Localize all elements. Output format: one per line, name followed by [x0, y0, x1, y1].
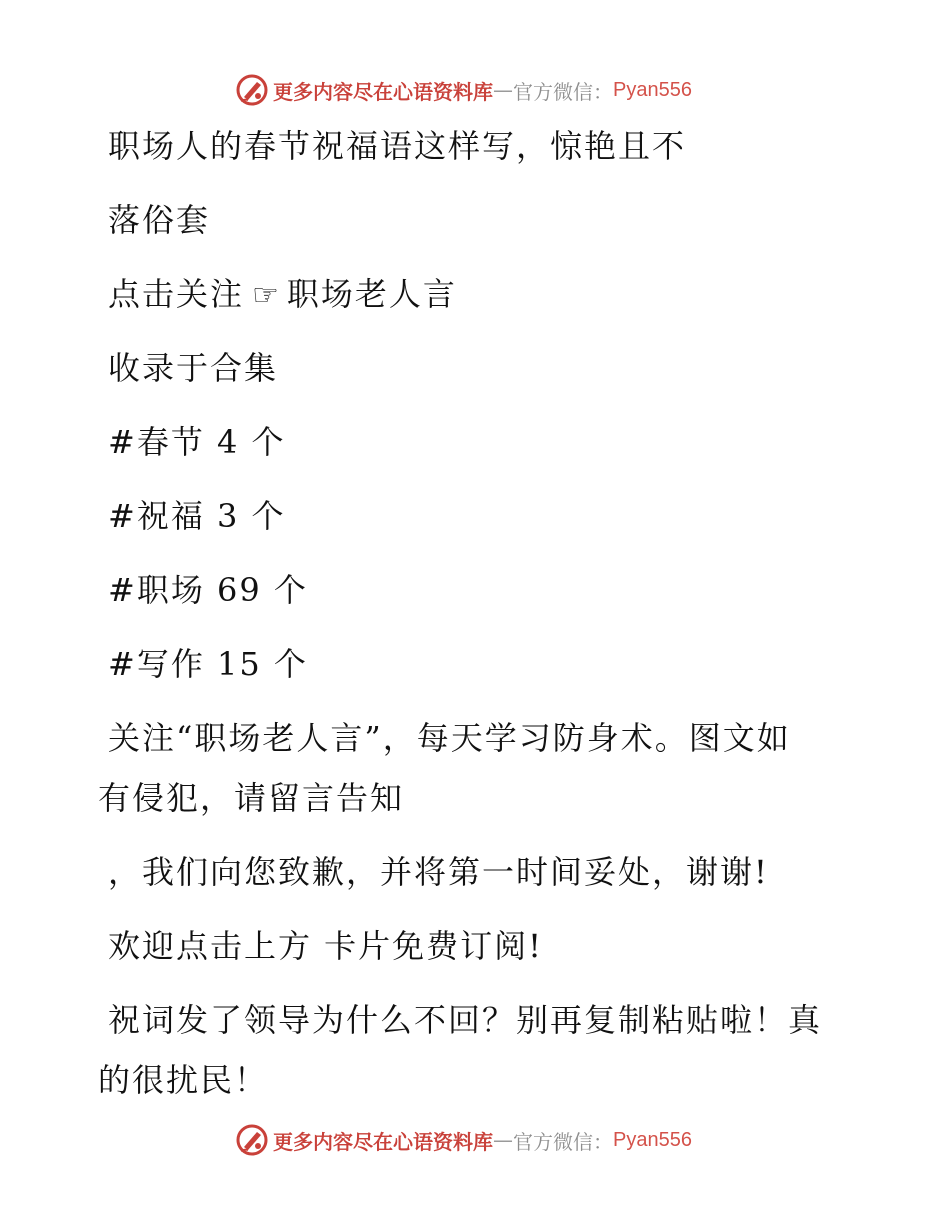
- follow-account-name[interactable]: 职场老人言: [286, 275, 457, 313]
- brand-logo-icon: [235, 73, 269, 107]
- watermark-wechat-id: Pyan556: [613, 1128, 692, 1151]
- watermark-text: 更多内容尽在心语资料库: [273, 1129, 493, 1154]
- footer-watermark: [235, 1120, 692, 1160]
- watermark-text: 更多内容尽在心语资料库: [273, 79, 493, 104]
- watermark-separator: —: [493, 78, 513, 102]
- tag-item[interactable]: #职场 69 个: [108, 571, 308, 609]
- tag-item[interactable]: #春节 4 个: [108, 423, 286, 461]
- notice-line-1: 关注“职场老人言”，每天学习防身术。图文如: [108, 719, 791, 757]
- watermark-separator: —: [493, 1128, 513, 1152]
- brand-logo-icon: [235, 1123, 269, 1157]
- header-watermark: [235, 70, 692, 110]
- notice-line-3: ，我们向您致歉，并将第一时间妥处，谢谢!: [108, 853, 769, 891]
- subscribe-line: 欢迎点击上方 卡片免费订阅!: [108, 927, 544, 965]
- watermark-wechat-label: 官方微信：: [513, 1129, 613, 1154]
- follow-prefix: 点击关注: [108, 275, 245, 313]
- follow-line: [108, 274, 457, 316]
- watermark-wechat-label: 官方微信：: [513, 79, 613, 104]
- related-article-line-1[interactable]: 祝词发了领导为什么不回？别再复制粘贴啦！真: [108, 1001, 823, 1039]
- article-title-line-1: 职场人的春节祝福语这样写，惊艳且不: [108, 127, 687, 165]
- tag-item[interactable]: #写作 15 个: [108, 645, 308, 683]
- watermark-wechat-id: Pyan556: [613, 78, 692, 101]
- article-title-line-2: 落俗套: [108, 201, 211, 239]
- related-article-line-2[interactable]: 的很扰民！: [98, 1061, 269, 1099]
- pointing-hand-icon: ☞: [252, 278, 281, 313]
- collection-label: 收录于合集: [108, 349, 279, 387]
- tag-item[interactable]: #祝福 3 个: [108, 497, 286, 535]
- notice-line-2: 有侵犯，请留言告知: [98, 779, 405, 817]
